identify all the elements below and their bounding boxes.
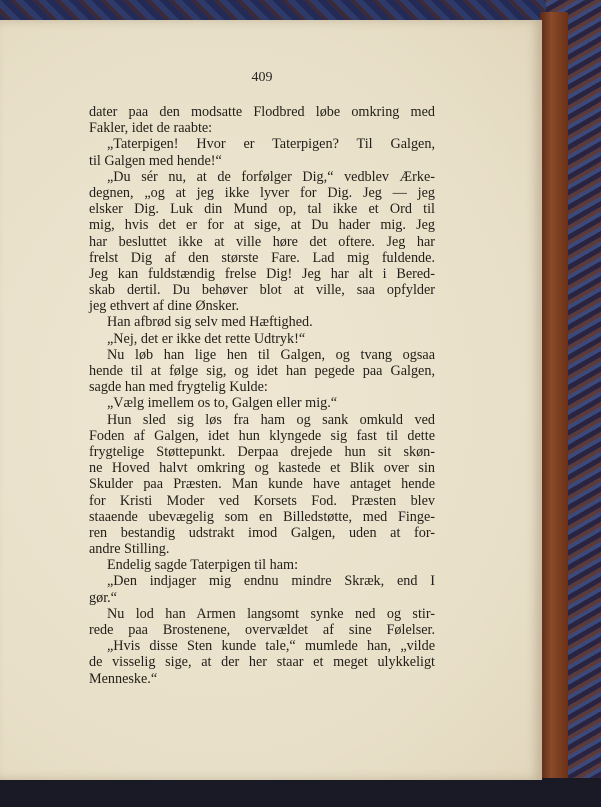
- text-line: ren bestandig udstrakt imod Galgen, uden at for-: [89, 524, 435, 541]
- text-line: mig, hvis det er for at sige, at Du hader mig. Jeg: [89, 217, 435, 234]
- text-line: „Den indjager mig endnu mindre Skræk, end I: [107, 573, 435, 590]
- page-number: 409: [251, 70, 273, 85]
- text-line: „Taterpigen! Hvor er Taterpigen? Til Galgen,: [107, 136, 435, 153]
- text-line: „Du sér nu, at de forfølger Dig,“ vedblev Ærke-: [107, 168, 435, 185]
- text-line: sagde han med frygtelig Kulde:: [89, 379, 268, 396]
- text-line: Jeg kan fuldstændig frelse Dig! Jeg har alt i Bered-: [89, 265, 435, 282]
- text-line: har besluttet ikke at ville høre det oftere. Jeg har: [89, 233, 435, 250]
- text-line: for Kristi Moder ved Korsets Fod. Præsten blev: [89, 492, 435, 509]
- book-cover-bottom: [0, 778, 601, 807]
- text-line: gør.“: [89, 589, 117, 606]
- text-line: Foden af Galgen, idet hun klyngede sig fast til dette: [89, 427, 435, 444]
- text-line: „Vælg imellem os to, Galgen eller mig.“: [107, 395, 338, 412]
- text-line: dater paa den modsatte Flodbred løbe omkring med: [89, 104, 435, 120]
- book-cover-top: [0, 0, 601, 22]
- text-line: Skulder paa Præsten. Man kunde have antaget hende: [89, 476, 435, 493]
- text-line: ne Hoved halvt omkring og kastede et Blik over sin: [89, 460, 435, 477]
- text-line: hende til at følge sig, og idet han pegede paa Galgen,: [89, 363, 435, 379]
- text-line: skab dertil. Du behøver blot at ville, saa opfylder: [89, 282, 435, 299]
- text-line: Fakler, idet de raabte:: [89, 120, 213, 137]
- text-line: de visselig sige, at der her staar et meget ulykkeligt: [89, 654, 435, 671]
- text-line: elsker Dig. Luk din Mund op, tal ikke et Ord til: [89, 201, 435, 218]
- book-binding-edge: [540, 12, 568, 787]
- text-line: Endelig sagde Taterpigen til ham:: [107, 557, 299, 574]
- text-line: Nu løb han lige hen til Galgen, og tvang ogsaa: [107, 346, 435, 363]
- text-line: til Galgen med hende!“: [89, 152, 222, 169]
- text-line: frygtelige Støttepunkt. Derpaa drejede hun sit skøn-: [89, 443, 435, 460]
- text-line: „Nej, det er ikke det rette Udtryk!“: [107, 330, 306, 347]
- text-line: frelst Dig af den største Fare. Lad mig fuldende.: [89, 249, 435, 266]
- text-line: staaende ubevægelig som en Billedstøtte, med Finge-: [89, 508, 435, 525]
- text-line: jeg ethvert af dine Ønsker.: [89, 298, 240, 315]
- body-text: [89, 104, 435, 687]
- text-line: Hun sled sig løs fra ham og sank omkuld ved: [107, 411, 435, 428]
- text-line: Nu lod han Armen langsomt synke ned og stir-: [107, 605, 435, 622]
- text-line: rede paa Brostenene, overvældet af sine Følelser.: [89, 622, 435, 638]
- text-line: Han afbrød sig selv med Hæftighed.: [107, 314, 313, 331]
- text-line: andre Stilling.: [89, 541, 170, 558]
- book-page: [0, 20, 542, 780]
- text-line: degnen, „og at jeg ikke lyver for Dig. Jeg — jeg: [89, 184, 435, 201]
- text-line: Menneske.“: [89, 670, 158, 687]
- text-line: „Hvis disse Sten kunde tale,“ mumlede han, „vilde: [107, 638, 435, 655]
